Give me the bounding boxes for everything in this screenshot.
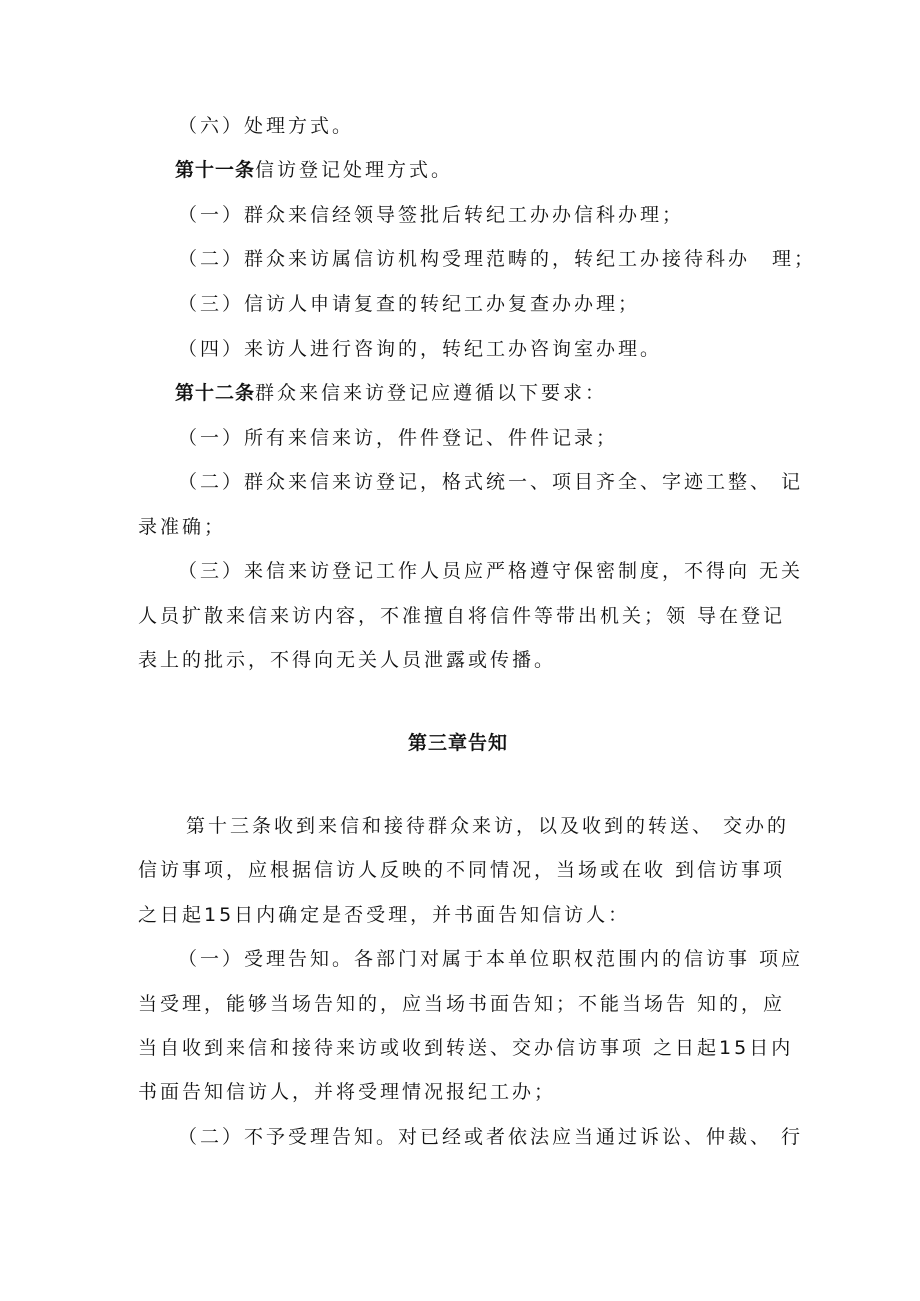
article-12-line: （二）群众来信来访登记，格式统一、项目齐全、字迹工整、 记 (178, 471, 804, 493)
chapter-title: 第三章告知 (408, 732, 509, 754)
article-12-line: （一）所有来信来访，件件登记、件件记录； (178, 427, 619, 449)
article-12-line: 表上的批示，不得向无关人员泄露或传播。 (138, 649, 557, 671)
clause-6-processing-method: （六）处理方式。 (178, 115, 355, 137)
article-11-item: （四）来访人进行咨询的，转纪工办咨询室办理。 (178, 338, 663, 360)
article-13-line: 当自收到来信和接待来访或收到转送、交办信访事项 之日起15日内 (138, 1037, 794, 1059)
article-11-label: 第十一条 (175, 159, 256, 181)
article-12-line: 人员扩散来信来访内容，不准擅自将信件等带出机关；领 导在登记 (138, 605, 786, 627)
article-11-item: （一）群众来信经领导签批后转纪工办办信科办理； (178, 204, 685, 226)
article-12 (175, 380, 607, 406)
article-12-label: 第十二条 (175, 382, 256, 404)
article-13-line: （一）受理告知。各部门对属于本单位职权范围内的信访事 项应 (178, 948, 804, 970)
article-12-text: 群众来信来访登记应遵循以下要求： (255, 382, 608, 404)
article-11-text: 信访登记处理方式。 (255, 159, 454, 181)
article-13-line: 书面告知信访人，并将受理情况报纪工办； (138, 1081, 557, 1103)
article-13-line: 信访事项，应根据信访人反映的不同情况，当场或在收 到信访事项 (138, 859, 786, 881)
article-13-line: 当受理，能够当场告知的，应当场书面告知；不能当场告 知的，应 (138, 993, 786, 1015)
article-12-line: （三）来信来访登记工作人员应严格遵守保密制度，不得向 无关 (178, 560, 804, 582)
article-11-item: （三）信访人申请复查的转纪工办复查办办理； (178, 293, 641, 315)
article-12-line: 录准确； (138, 516, 227, 538)
article-13-line: 第十三条收到来信和接待群众来访，以及收到的转送、 交办的 (186, 815, 790, 837)
article-13-line: 之日起15日内确定是否受理，并书面告知信访人： (138, 904, 631, 926)
article-11-item: （二）群众来访属信访机构受理范畴的，转纪工办接待科办 理； (178, 248, 817, 270)
article-11 (175, 157, 453, 183)
article-13-line: （二）不予受理告知。对已经或者依法应当通过诉讼、仲裁、 行 (178, 1126, 804, 1148)
